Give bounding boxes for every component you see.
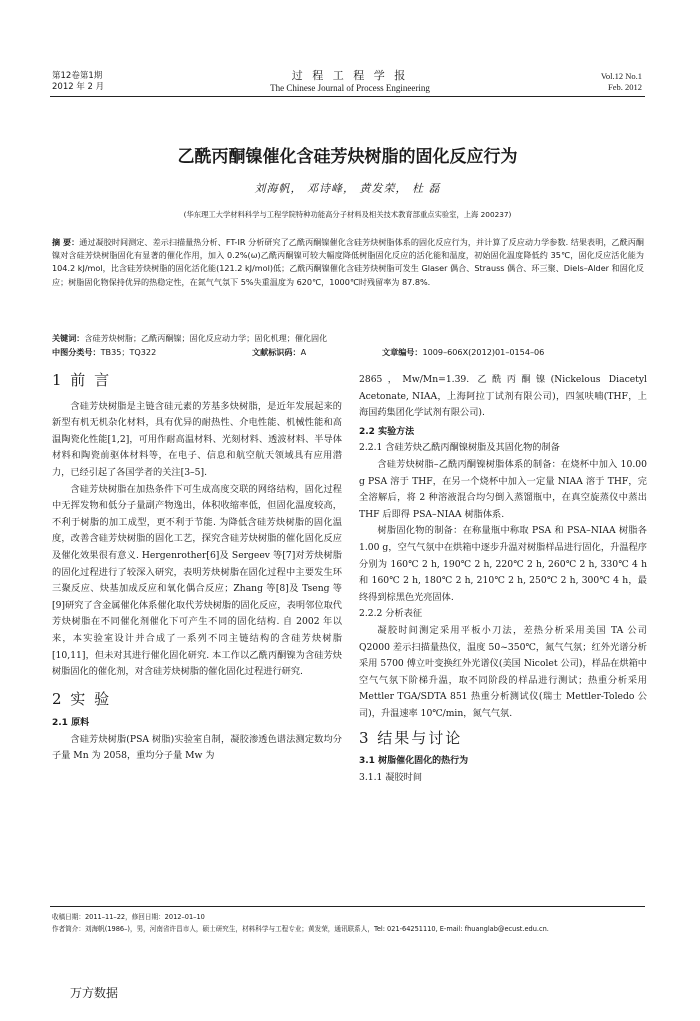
subsection-materials: 2.1 原料: [52, 718, 90, 729]
volume-cn: 第12卷第1期: [52, 71, 103, 81]
intro-paragraph-1: 含硅芳炔树脂是主链含硅元素的芳基多炔树脂，是近年发展起来的新型有机无机杂化材料，具有优异的耐热性、介电性能、机械性能和高温陶瓷化性能[1,2]，可用作耐高温材料、光刻材料、透波材料、半导体材料和陶瓷前驱体材料等，在电子、信息和航空航天领域具有应用潜力，已经引起了各国学者的关注[3–5].: [52, 400, 342, 478]
paper-title: 乙酰丙酮镍催化含硅芳炔树脂的固化反应行为: [177, 147, 518, 167]
doc-code-label: 文献标识码：: [252, 347, 301, 357]
section-heading-intro: 1 前 言: [52, 371, 112, 389]
left-column: [52, 372, 342, 765]
classification-meta: [52, 346, 644, 359]
materials-paragraph: 含硅芳炔树脂(PSA 树脂)实验室自制，凝胶渗透色谱法测定数均分子量 Mn 为 2058，重均分子量 Mw 为: [52, 733, 342, 762]
subsection-thermal: 3.1 树脂催化固化的热行为: [359, 756, 469, 767]
authors: 刘海帆， 邓诗峰， 黄发荣， 杜 磊: [254, 182, 441, 195]
subsection-gel-time: 3.1.1 凝胶时间: [359, 771, 423, 783]
journal-name-en: The Chinese Journal of Process Engineering: [270, 83, 430, 93]
intro-paragraph-2: 含硅芳炔树脂在加热条件下可生成高度交联的网络结构，固化过程中无挥发物和低分子量副产物逸出，体积收缩率低，但固化温度较高，不利于树脂的加工成型，更不利于节能. 为降低含硅芳炔树脂的固化温度，改善含硅芳炔树脂的固化工艺，探究含硅芳炔树脂的催化固化反应及催化效果很有意义. Hergenrother[6]及 Sergeev 等[7]对芳炔树脂的固化过程进行了较深入研究，表明芳炔树脂在固化过程中主要发生环三聚反应、炔基加成反应和氧化偶合反应；Zhang 等[8]及 Tseng 等[9]研究了含金属催化体系催化取代芳炔树脂的固化反应，表明邻位取代芳炔树脂在不同催化剂催化下可产生不同的固化结构. 自 2002 年以来，本实验室设计并合成了一系列不同主链结构的含硅芳炔树脂[10,11]，但未对其进行催化固化研究. 本工作以乙酰丙酮镍为含硅芳炔树脂固化的催化剂，对含硅芳炔树脂的催化固化过程进行研究.: [52, 483, 342, 678]
header-center: [190, 69, 510, 94]
header-right: [601, 71, 642, 93]
date-en: Feb. 2012: [608, 82, 642, 92]
curing-paragraph: 树脂固化物的制备：在称量瓶中称取 PSA 和 PSA–NIAA 树脂各 1.00 g，空气气氛中在烘箱中逐步升温对树脂样品进行固化，升温程序分别为 160℃ 2 h, 190℃ 2 h, 220℃ 2 h, 260℃ 2 h, 330℃ 4 h 和 160℃ 2 h, 180℃ 2 h, 210℃ 2 h, 250℃ 2 h, 300℃ 4 h，最终得到棕黑色光亮固体.: [359, 525, 647, 603]
subsection-methods: 2.2 实验方法: [359, 426, 415, 437]
footnote-rule: [50, 906, 645, 907]
clc-value: TB35；TQ322: [100, 347, 157, 357]
volume-en: Vol.12 No.1: [600, 71, 642, 81]
date-cn: 2012 年 2 月: [52, 82, 105, 92]
article-no-value: 1009–606X(2012)01–0154–06: [422, 347, 545, 357]
preparation-paragraph: 含硅芳炔树脂–乙酰丙酮镍树脂体系的制备：在烧杯中加入 10.00 g PSA 溶于 THF，在另一个烧杯中加入一定量 NIAA 溶于 THF，完全溶解后，将 2 种溶液混合均匀倒入蒸馏瓶中，在真空旋蒸仪中蒸出 THF 后即得 PSA–NIAA 树脂体系.: [359, 458, 647, 520]
right-column: [359, 372, 647, 786]
abstract: [52, 236, 644, 289]
header-left: [52, 71, 104, 93]
doc-code-value: A: [300, 347, 307, 357]
abstract-text: 通过凝胶时间测定、差示扫描量热分析、FT-IR 分析研究了乙酰丙酮镍催化含硅芳炔树脂体系的固化反应行为，并计算了反应动力学参数. 结果表明，乙酰丙酮镍对含硅芳炔树脂固化有显著的催化作用，加入 0.2%(ω)乙酰丙酮镍可较大幅度降低树脂固化反应的活化能和温度，初始固化温度降低约 35℃，固化反应活化能为 104.2 kJ/mol，比含硅芳炔树脂的固化活化能(121.2 kJ/mol)低；乙酰丙酮镍催化含硅芳炔树脂可发生 Glaser 偶合、Strauss 偶合、环三聚、Diels–Alder 和固化反应；树脂固化物保持优异的热稳定性，在氮气气氛下 5%失重温度为 620℃，1000℃时残留率为 87.8%.: [52, 237, 644, 287]
abstract-label: 摘 要：: [52, 237, 80, 247]
characterization-paragraph: 凝胶时间测定采用平板小刀法，差热分析采用美国 TA 公司 Q2000 差示扫描量热仪，温度 50~350℃，氮气气氛；红外光谱分析采用 5700 傅立叶变换红外光谱仪(美国 Nicolet 公司)，样品在烘箱中空气气氛下阶梯升温，取不同阶段的样品进行测试；热重分析采用 Mettler TGA/SDTA 851 热重分析测试仪(瑞士 Mettler-Toledo 公司)，升温速率 10℃/min，氮气气氛.: [359, 624, 647, 719]
header-rule: [50, 96, 645, 97]
watermark: 万方数据: [70, 986, 119, 1000]
subsection-preparation: 2.2.1 含硅芳炔乙酰丙酮镍树脂及其固化物的制备: [359, 442, 560, 454]
materials-continued: 2865，Mw/Mn=1.39. 乙酰丙酮镍(Nickelous Diacetyl Acetonate, NIAA，上海阿拉丁试剂有限公司)，四氢呋喃(THF，上海国药集团化学试剂有限公司).: [359, 374, 647, 419]
section-heading-experiment: 2 实 验: [52, 689, 112, 708]
keywords-label: 关键词：: [52, 333, 85, 343]
subsection-characterization: 2.2.2 分析表征: [359, 608, 423, 620]
section-heading-results: 3 结果与讨论: [359, 729, 463, 748]
clc-label: 中图分类号：: [52, 347, 101, 357]
received-date: 收稿日期：2011–11–22，修回日期：2012–01–10: [52, 913, 205, 921]
keywords: [52, 332, 644, 345]
journal-name-cn: 过 程 工 程 学 报: [291, 69, 409, 82]
keywords-text: 含硅芳炔树脂；乙酰丙酮镍；固化反应动力学；固化机理；催化固化: [84, 333, 328, 343]
article-no-label: 文章编号：: [382, 347, 423, 357]
affiliation: (华东理工大学材料科学与工程学院特种功能高分子材料及相关技术教育部重点实验室，上海 200237): [183, 210, 512, 219]
author-info: 作者简介：刘海帆(1986–)，男，河南省许昌市人，硕士研究生，材料科学与工程专业；黄发荣，通讯联系人，Tel: 021-64251110, E-mail: fhuanglab@ecust.edu.cn.: [52, 925, 549, 933]
